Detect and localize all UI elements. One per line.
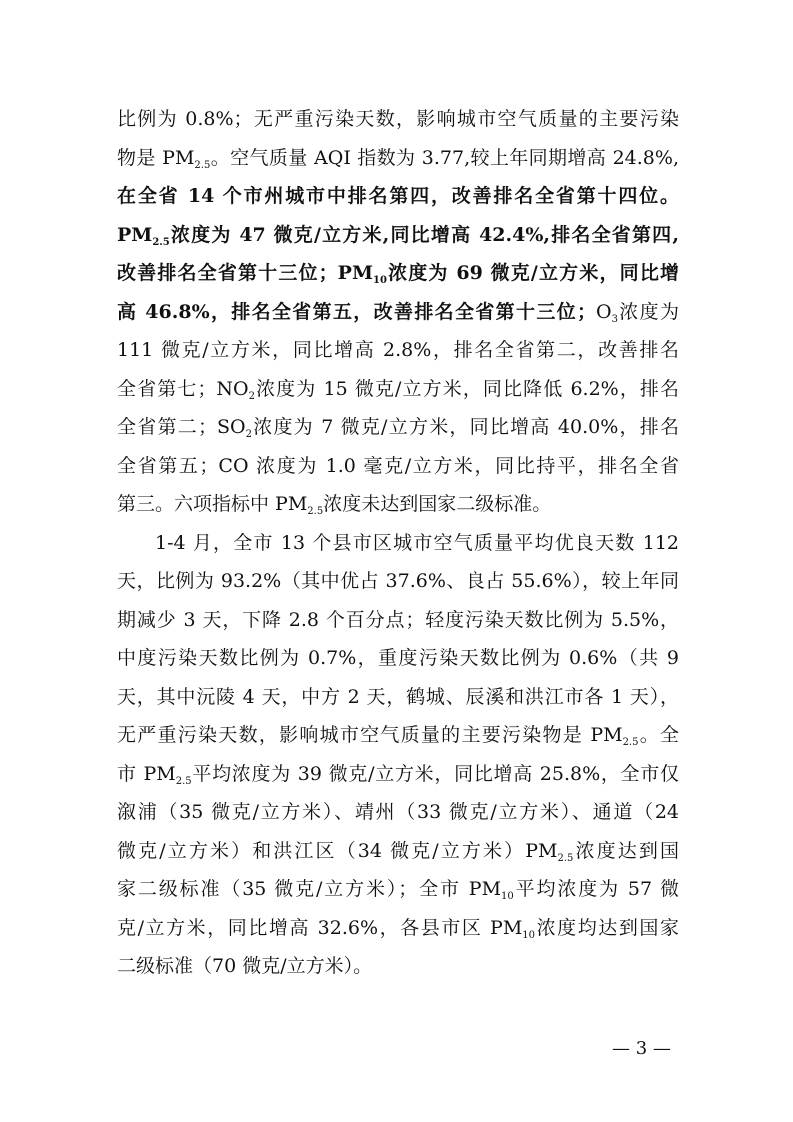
text-line-bold: 在全省 14 个市州城市中排名第四，改善排名全省第十四位。 xyxy=(117,185,679,207)
text-line-bold: 改善排名全省第十三位；$PM_{10}$浓度为 69 微克/立方米，同比增 xyxy=(117,262,679,286)
text-line: 天，其中沅陵 4 天，中方 2 天，鹤城、辰溪和洪江市各 1 天）， xyxy=(117,685,679,708)
text-line: 期减少 3 天，下降 2.8 个百分点；轻度污染天数比例为 5.5%， xyxy=(117,608,679,631)
text-line: 家二级标准（35 微克/立方米）；全市 $PM_{10}$平均浓度为 57 微 xyxy=(117,878,679,902)
text-line: 物是 $PM_{2.5}$。空气质量 AQI 指数为 3.77,较上年同期增高 24.8%, xyxy=(117,146,679,171)
text-line: 天，比例为 93.2%（其中优占 37.6%、良占 55.6%），较上年同 xyxy=(117,570,679,592)
text-line: 全省第七；$NO_2$浓度为 15 微克/立方米，同比降低 6.2%，排名 xyxy=(117,377,680,402)
text-line: 全省第二；$SO_2$浓度为 7 微克/立方米，同比增高 40.0%，排名 xyxy=(117,416,680,440)
text-line: 微克/立方米）和洪江区（34 微克/立方米）$PM_{2.5}$浓度达到国 xyxy=(117,839,679,864)
paragraph-1 xyxy=(117,100,679,524)
page-number: — 3 — xyxy=(612,1038,671,1059)
text-line: 无严重污染天数，影响城市空气质量的主要污染物是 $PM_{2.5}$。全 xyxy=(117,724,679,748)
text-line-bold: $PM_{2.5}$浓度为 47 微克/立方米,同比增高 42.4%,排名全省第四, xyxy=(117,223,679,248)
text-line: 1-4 月，全市 13 个县市区城市空气质量平均优良天数 112 xyxy=(155,531,679,554)
text-line: 溆浦（35 微克/立方米）、靖州（33 微克/立方米）、通道（24 xyxy=(117,801,679,823)
text-line: 市 $PM_{2.5}$平均浓度为 39 微克/立方米，同比增高 25.8%，全市仅 xyxy=(117,762,680,787)
paragraph-2 xyxy=(117,524,679,986)
text-line: 二级标准（70 微克/立方米）。 xyxy=(117,955,373,977)
text-line: 比例为 0.8%；无严重污染天数，影响城市空气质量的主要污染 xyxy=(117,108,679,130)
text-line-mixed: 高 46.8%，排名全省第五，改善排名全省第十三位；$O_3$浓度为 xyxy=(117,300,679,325)
text-line: 全省第五；CO 浓度为 1.0 毫克/立方米，同比持平，排名全省 xyxy=(117,454,679,477)
text-line: 111 微克/立方米，同比增高 2.8%，排名全省第二，改善排名 xyxy=(117,339,679,361)
text-line: 中度污染天数比例为 0.7%，重度污染天数比例为 0.6%（共 9 xyxy=(117,647,679,669)
text-line: 第三。六项指标中 $PM_{2.5}$浓度未达到国家二级标准。 xyxy=(117,493,552,517)
text-line: 克/立方米，同比增高 32.6%，各县市区 $PM_{10}$浓度均达到国家 xyxy=(117,916,679,941)
document-body xyxy=(117,100,679,986)
